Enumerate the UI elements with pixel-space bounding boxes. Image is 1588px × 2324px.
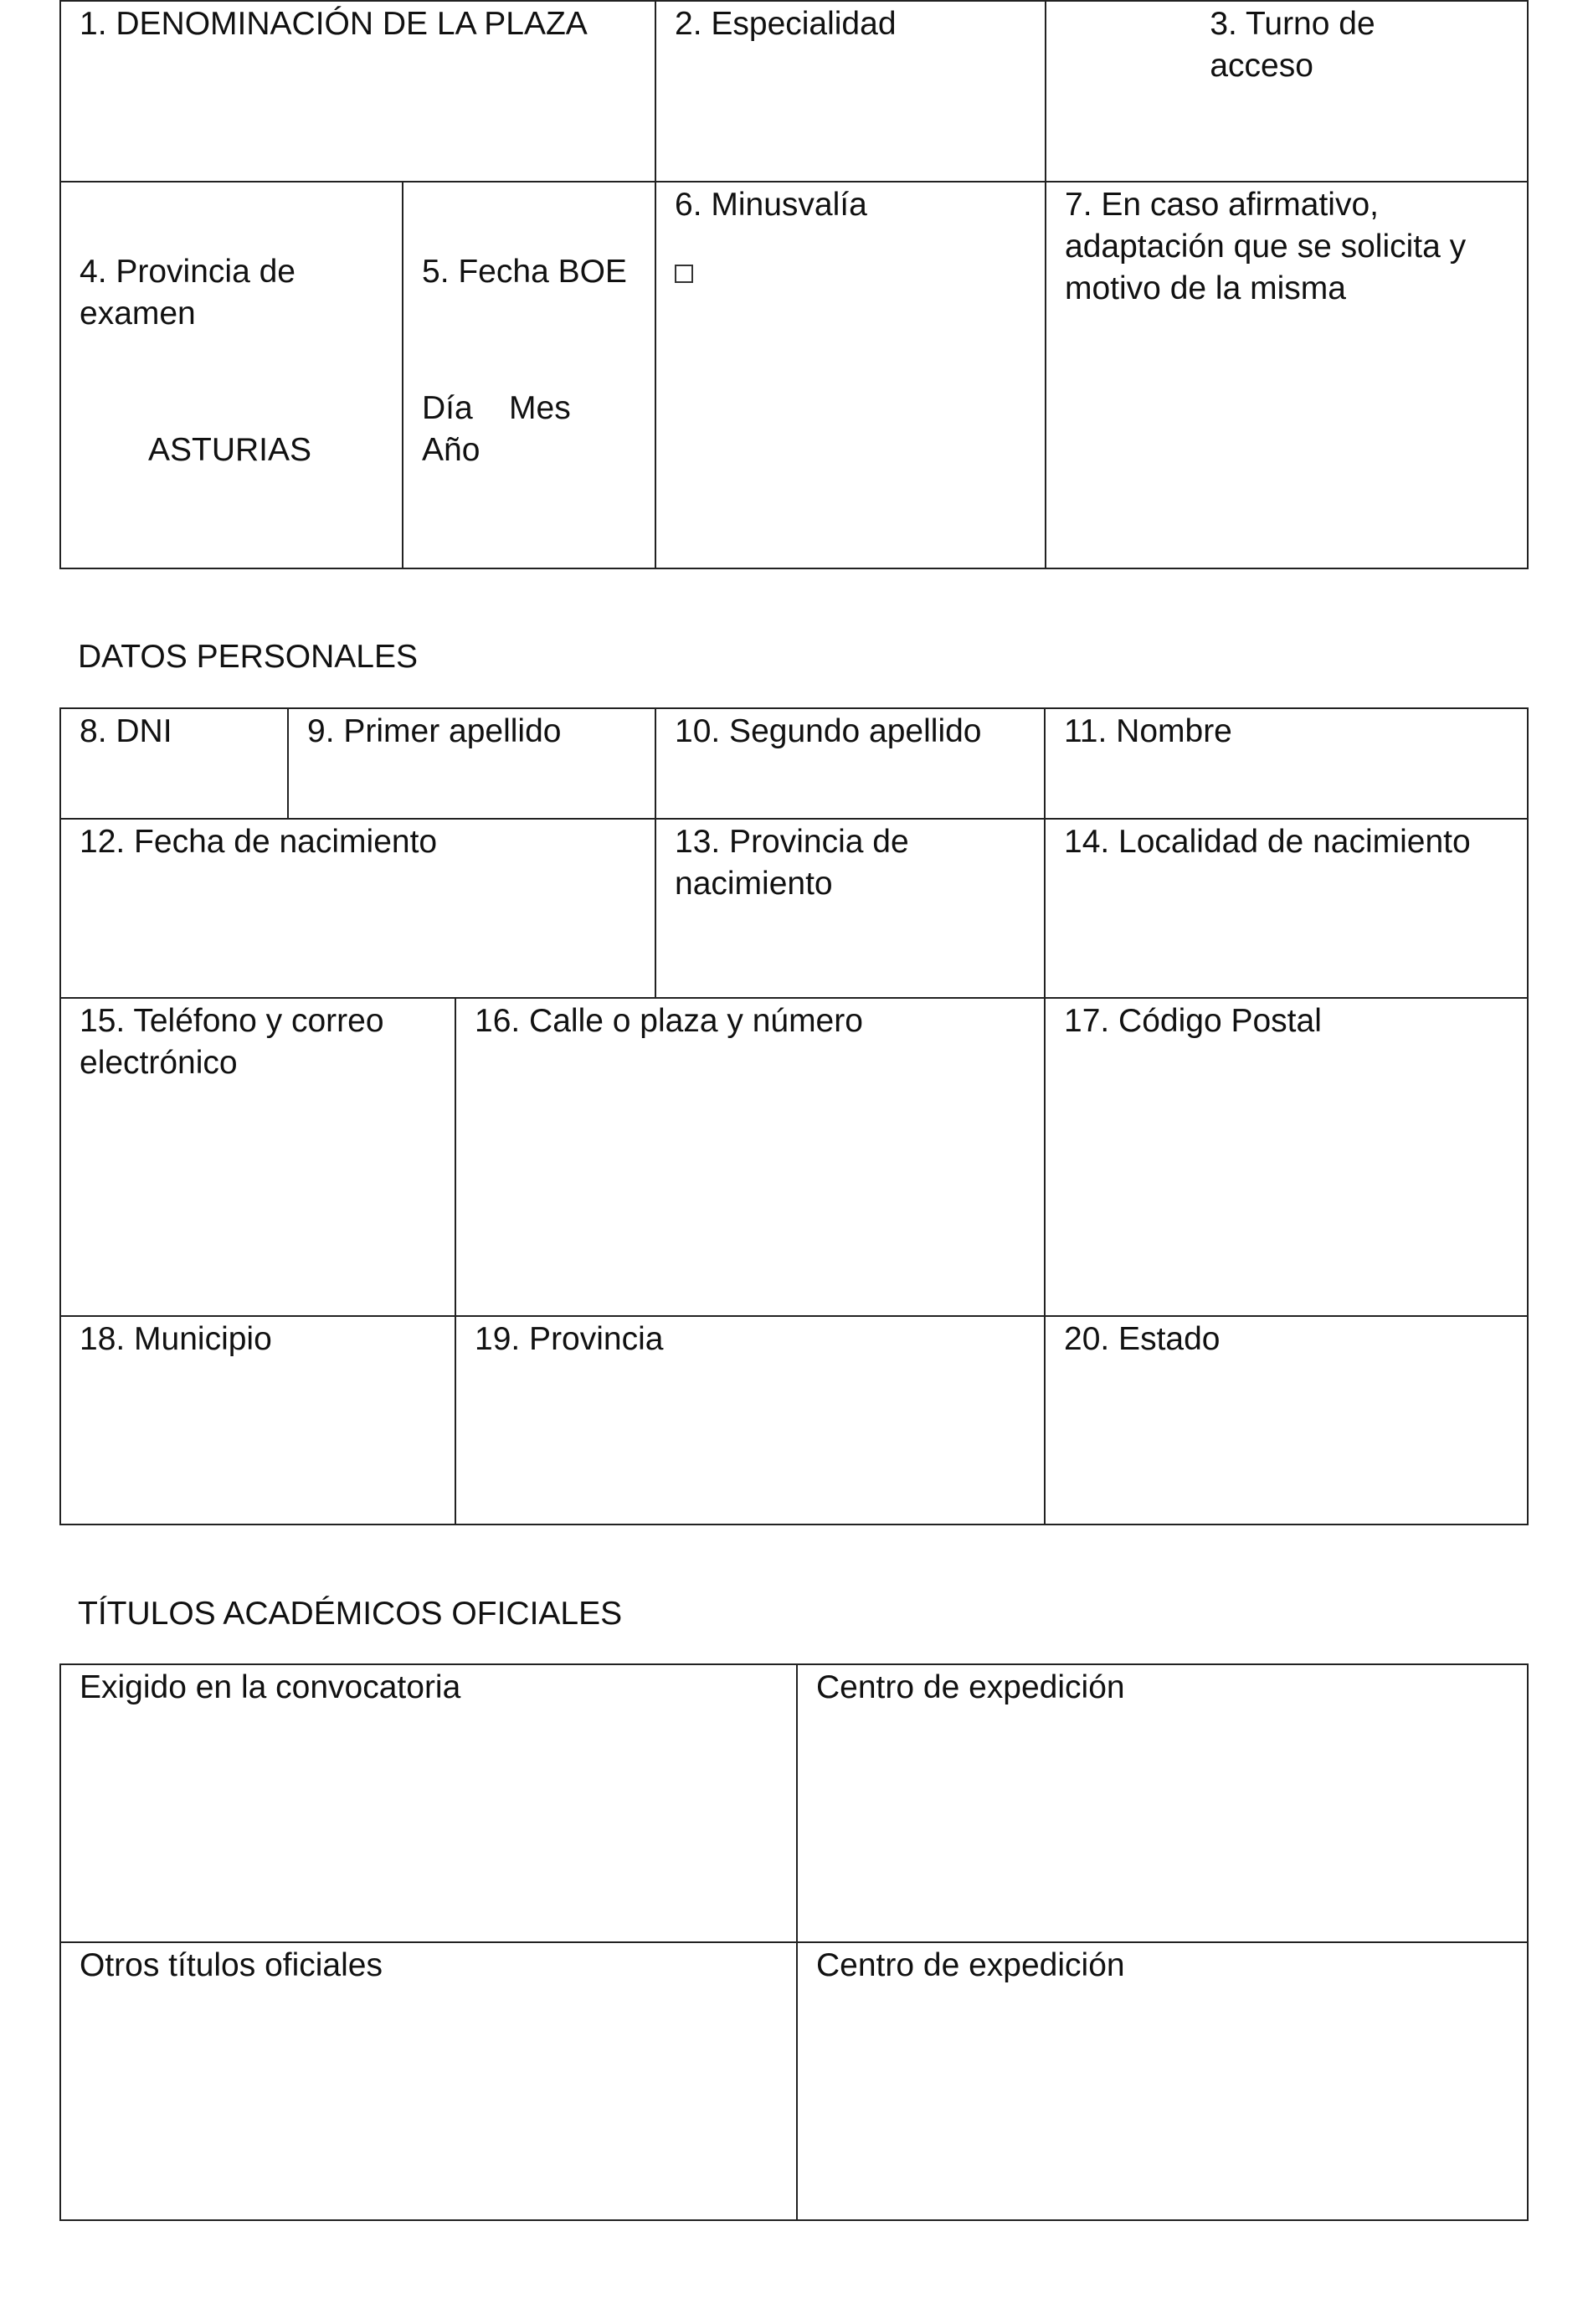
segundo-apellido-label: 10. Segundo apellido (675, 713, 982, 749)
municipio-label: 18. Municipio (80, 1321, 272, 1357)
fecha-boe-label: 5. Fecha BOE (422, 254, 627, 290)
adaptacion-cell[interactable] (1045, 181, 1529, 569)
turno-acceso-cell[interactable] (1045, 0, 1529, 183)
calle-label: 16. Calle o plaza y número (475, 1003, 863, 1039)
fecha-boe-cell[interactable] (402, 181, 656, 569)
denominacion-plaza-cell[interactable] (59, 0, 656, 183)
fecha-nacimiento-cell[interactable] (59, 818, 656, 999)
provincia-examen-value: ASTURIAS (148, 432, 312, 468)
especialidad-label: 2. Especialidad (675, 6, 897, 42)
provincia-examen-cell[interactable] (59, 181, 403, 569)
primer-apellido-label: 9. Primer apellido (307, 713, 562, 749)
provincia-examen-label: 4. Provincia de examen (80, 254, 296, 332)
minusvalia-cell[interactable] (655, 181, 1046, 569)
titulo-exigido-label: Exigido en la convocatoria (80, 1669, 461, 1705)
primer-apellido-cell[interactable] (287, 707, 656, 820)
localidad-nacimiento-cell[interactable] (1044, 818, 1529, 999)
provincia-nacimiento-cell[interactable] (655, 818, 1046, 999)
turno-acceso-label: 3. Turno de acceso (1210, 6, 1375, 84)
segundo-apellido-cell[interactable] (655, 707, 1046, 820)
provincia-cell[interactable] (455, 1315, 1046, 1525)
provincia-label: 19. Provincia (475, 1321, 664, 1357)
otros-titulos-cell[interactable] (59, 1941, 798, 2221)
fecha-boe-parts: Día Mes Año (422, 390, 571, 468)
dni-cell[interactable] (59, 707, 289, 820)
estado-cell[interactable] (1044, 1315, 1529, 1525)
minusvalia-label: 6. Minusvalía (675, 187, 867, 223)
adaptacion-label: 7. En caso afirmativo, adaptación que se solicita y motivo de la misma (1065, 187, 1467, 306)
localidad-nacimiento-label: 14. Localidad de nacimiento (1064, 824, 1471, 860)
datos-personales-heading: DATOS PERSONALES (78, 639, 419, 675)
centro-expedicion-2-cell[interactable] (796, 1941, 1529, 2221)
centro-expedicion-1-label: Centro de expedición (816, 1669, 1125, 1705)
especialidad-cell[interactable] (655, 0, 1046, 183)
fecha-nacimiento-label: 12. Fecha de nacimiento (80, 824, 438, 860)
dni-label: 8. DNI (80, 713, 172, 749)
minusvalia-checkbox[interactable] (675, 265, 693, 283)
municipio-cell[interactable] (59, 1315, 456, 1525)
otros-titulos-label: Otros títulos oficiales (80, 1947, 383, 1983)
codigo-postal-label: 17. Código Postal (1064, 1003, 1322, 1039)
telefono-correo-label: 15. Teléfono y correo electrónico (80, 1003, 384, 1081)
codigo-postal-cell[interactable] (1044, 997, 1529, 1317)
nombre-cell[interactable] (1044, 707, 1529, 820)
nombre-label: 11. Nombre (1064, 713, 1232, 749)
titulos-heading: TÍTULOS ACADÉMICOS OFICIALES (78, 1596, 623, 1632)
titulo-exigido-cell[interactable] (59, 1663, 798, 1943)
provincia-nacimiento-label: 13. Provincia de nacimiento (675, 824, 909, 902)
denominacion-plaza-label: 1. DENOMINACIÓN DE LA PLAZA (80, 6, 588, 42)
centro-expedicion-1-cell[interactable] (796, 1663, 1529, 1943)
telefono-correo-cell[interactable] (59, 997, 456, 1317)
estado-label: 20. Estado (1064, 1321, 1221, 1357)
calle-cell[interactable] (455, 997, 1046, 1317)
centro-expedicion-2-label: Centro de expedición (816, 1947, 1125, 1983)
